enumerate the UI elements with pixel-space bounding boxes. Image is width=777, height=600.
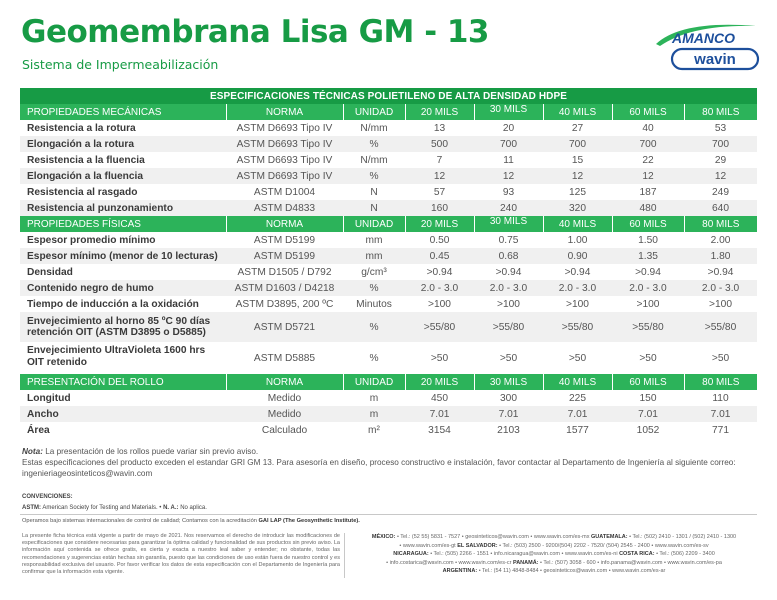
column-header: 60 MILS [612,374,684,390]
section-header-roll [20,374,757,390]
table-cell: 771 [712,424,730,436]
column-header: UNIDAD [343,216,405,232]
body-text: • Tel.: (52 55) 5831 - 7527 • geosinteticos@wavin.com • www.wavin.com/es-mx [396,534,590,540]
table-cell: 7.01 [612,406,684,422]
body-text: • www.wavin.com/es-gt [399,542,456,549]
engineering-email[interactable]: ingenieriageosinteticos@wavin.com [22,469,153,478]
table-cell: 700 [543,136,612,152]
property-name-cell: Resistencia al punzonamiento [20,200,226,216]
table-cell: N/mm [360,154,388,166]
body-text: American Society for Testing and Materials. • [42,505,162,511]
table-cell: >0.94 [495,266,522,278]
property-name-cell: Espesor mínimo (menor de 10 lecturas) [20,248,226,264]
table-cell: 2.00 [710,234,731,246]
body-text: • Tel.: (506) 2209 - 3400 [656,551,715,558]
table-row [20,406,757,422]
table-row [20,184,757,200]
property-name-cell: Envejecimiento UltraVioleta 1600 hrs OIT retenido [27,345,206,368]
label-text: N. A.: [163,505,179,511]
table-cell: 27 [571,122,584,134]
table-cell: 7.01 [543,406,612,422]
table-cell: >50 [499,352,518,364]
label-text: EL SALVADOR: [457,542,498,549]
label-text: GAI LAP (The Geosynthetic Institute). [258,518,360,524]
section-header-physical [20,216,757,232]
table-row [20,136,757,152]
table-cell: ASTM D1004 [253,186,316,198]
column-header: PRESENTACIÓN DEL ROLLO [20,374,226,390]
table-cell: 1.80 [684,248,757,264]
property-name-cell: Resistencia a la rotura [27,122,136,134]
table-cell: Medido [267,392,302,404]
table-cell: % [343,280,405,296]
table-row [20,200,757,216]
property-name-cell: Área [27,424,50,436]
logo-bottom-text: wavin [694,51,736,68]
body-text: Operamos bajo sistemas internacionales de control de calidad; Contamos con la acreditación [22,518,257,524]
table-row [20,422,757,438]
label-text: CONVENCIONES: [22,494,73,500]
label-text: NICARAGUA: [393,551,429,558]
table-cell: 12 [684,168,757,184]
property-name-cell: Envejecimiento al horno 85 ºC 90 días retención OIT (ASTM D3895 o D5885) [20,312,226,342]
table-cell: 57 [433,186,446,198]
table-cell: >0.94 [426,266,453,278]
table-cell: 500 [405,136,474,152]
conventions-block [22,492,207,514]
document-title: Geomembrana Lisa GM - 13 [21,14,490,50]
property-name-cell: Elongación a la fluencia [20,168,226,184]
property-name-cell: Densidad [27,266,73,278]
table-cell: 1577 [566,424,589,436]
table-cell: 22 [642,154,654,166]
table-cell: 700 [474,136,543,152]
table-row [20,168,757,184]
body-text: • info.costarica@wavin.com • www.wavin.com/es-cr [386,559,512,566]
label-text: ARGENTINA: [442,568,478,575]
column-header: 60 MILS [612,216,684,232]
property-name-cell: Ancho [20,406,226,422]
table-cell: >100 [497,298,520,310]
column-header: 40 MILS [543,374,612,390]
footer-vertical-divider [344,533,345,578]
property-name-cell: Longitud [27,392,71,404]
table-cell: 125 [569,186,586,198]
table-cell: >50 [711,352,730,364]
label-text: MÉXICO: [371,534,396,540]
document-subtitle: Sistema de Impermeabilización [22,57,219,72]
column-header: 30 MILS [474,104,543,120]
table-cell: 160 [405,200,474,216]
column-header: 30 MILS [474,216,543,232]
table-cell: 110 [712,392,729,404]
table-cell: 12 [612,168,684,184]
column-header: UNIDAD [343,104,405,120]
table-cell: % [369,352,379,364]
table-cell: 1.00 [567,234,588,246]
table-cell: 320 [543,200,612,216]
column-header: 30 MILS [474,374,543,390]
conventions-title [22,492,207,503]
table-cell: 11 [503,154,514,166]
table-cell: 12 [405,168,474,184]
contact-line [348,567,760,576]
body-text: • Tel.: (507) 3058 - 600 • info.panama@wavin.com • www.wavin.com/es-pa [540,559,722,566]
table-row [20,248,757,264]
quality-statement [22,518,360,524]
table-cell: N [370,186,378,198]
table-cell: >100 [636,298,660,310]
table-cell: 640 [684,200,757,216]
table-cell: ASTM D5721 [226,312,343,342]
table-cell: 0.45 [405,248,474,264]
table-cell: ASTM D5885 [253,352,316,364]
body-text: • Tel.: (502) 2410 - 1301 / (502) 2410 - 1300 [629,534,737,540]
table-cell: >55/80 [405,312,474,342]
table-cell: g/cm³ [361,266,387,278]
table-row [20,390,757,406]
logo-top-text: AMANCO [672,30,735,46]
table-cell: 240 [474,200,543,216]
table-cell: 1052 [636,424,660,436]
table-cell: 2.0 - 3.0 [474,280,543,296]
note-text: La presentación de los rollos puede variar sin previo aviso. [45,447,259,456]
table-cell: >0.94 [564,266,591,278]
table-cell: 0.75 [498,234,519,246]
column-header: NORMA [226,374,343,390]
column-header: PROPIEDADES FÍSICAS [20,216,226,232]
property-name-cell: Espesor promedio mínimo [27,234,156,246]
table-row [20,296,757,312]
table-banner: ESPECIFICACIONES TÉCNICAS POLIETILENO DE ALTA DENSIDAD HDPE [20,88,757,104]
table-cell: 3154 [428,424,451,436]
table-cell: >100 [428,298,451,310]
table-cell: ASTM D6693 Tipo IV [226,136,343,152]
table-cell: 249 [712,186,730,198]
country-contacts [348,533,760,576]
label-text: GUATEMALA: [591,534,628,540]
table-cell: ASTM D1505 / D792 [237,266,332,278]
amanco-wavin-logo [652,18,760,72]
body-text: • Tel.: (505) 2266 - 1551 • info.nicaragua@wavin.com • www.wavin.com/es-ni [430,551,618,558]
column-header: 60 MILS [612,104,684,120]
table-cell: 13 [433,122,446,134]
contact-line [348,550,760,559]
table-cell: 7 [436,154,443,166]
table-cell: >0.94 [635,266,661,278]
table-cell: 20 [502,122,515,134]
specifications-table [20,88,757,438]
table-cell: 300 [500,392,517,404]
table-row [20,152,757,168]
table-cell: N [343,200,405,216]
table-cell: % [343,168,405,184]
table-cell: 2.0 - 3.0 [684,280,757,296]
table-cell: 150 [639,392,657,404]
table-cell: 2103 [497,424,520,436]
contact-line [348,559,760,568]
column-header: PROPIEDADES MECÁNICAS [20,104,226,120]
table-cell: ASTM D4833 [226,200,343,216]
table-cell: 7.01 [474,406,543,422]
table-cell: 7.01 [684,406,757,422]
property-name-cell: Contenido negro de humo [20,280,226,296]
column-header: 20 MILS [405,216,474,232]
contact-line [348,542,760,551]
column-header: 20 MILS [405,374,474,390]
table-cell: % [343,136,405,152]
table-cell: 0.50 [429,234,450,246]
table-cell: ASTM D6693 Tipo IV [236,122,333,134]
table-cell: 225 [569,392,586,404]
table-cell: 700 [612,136,684,152]
table-cell: 29 [714,154,727,166]
contact-line [348,533,760,542]
column-header: NORMA [226,104,343,120]
table-row [20,264,757,280]
table-cell: N/mm [360,122,388,134]
column-header: NORMA [226,216,343,232]
table-cell: 1.50 [638,234,658,246]
body-text: • Tel.: (503) 2500 - 9200/(504) 2202 - 7520/ (504) 2545 - 2400 • www.wavin.com/es-sv [499,542,709,549]
body-text: No aplica. [180,505,207,511]
label-text: ASTM: [22,505,41,511]
table-cell: 0.90 [543,248,612,264]
table-cell: m² [368,424,380,436]
table-cell: 12 [543,168,612,184]
table-row [20,232,757,248]
table-row [20,120,757,136]
table-cell: 53 [714,122,727,134]
table-cell: Calculado [261,424,308,436]
conventions-text [22,503,207,514]
table-cell: Minutos [356,298,392,310]
table-cell: 1.35 [612,248,684,264]
note-label: Nota: [22,447,43,456]
property-name-cell: Resistencia al rasgado [27,186,138,198]
table-cell: 7.01 [405,406,474,422]
table-cell: 2.0 - 3.0 [543,280,612,296]
column-header: UNIDAD [343,374,405,390]
table-cell: 93 [502,186,515,198]
table-cell: mm [343,248,405,264]
table-row [20,342,757,374]
column-header: 40 MILS [543,216,612,232]
note-line [22,446,762,457]
table-cell: ASTM D3895, 200 ºC [235,298,334,310]
column-header: 80 MILS [684,216,757,232]
table-cell: 40 [642,122,654,134]
label-text: PANAMÁ: [512,559,539,566]
table-cell: Medido [226,406,343,422]
footer-divider [20,514,757,515]
column-header: 20 MILS [405,104,474,120]
table-cell: >55/80 [474,312,543,342]
note-spec-text: Estas especificaciones del producto exceden el estandar GRI GM 13. Para asesoría en diseño, proceso constructivo e instalación, favor contactar al Departamento de Ingeniería al siguiente correo: [22,458,736,467]
disclaimer-text: La presente ficha técnica está vigente a partir de mayo de 2021. Nos reservamos el derecho de introducir las modificaciones de especificaciones que considere necesarias para garantizar la óptima calidad y funcionalidad de sus productos sin previo aviso. La información aquí contenida se ofrece gratis, es cierta y exacta a nuestro leal saber y entender; no obstante, todas las recomendaciones y sugerencias están hechas sin garantía, puesto que las condiciones de uso están fuera de nuestro control y es responsabilidad exclusiva del usuario. Por favor verificar los datos de esta especificación con el Departamento de Ingeniería para confirmar que la información esta vigente. [22,533,340,576]
table-cell: ASTM D6693 Tipo IV [236,154,333,166]
table-cell: 2.0 - 3.0 [405,280,474,296]
property-name-cell: Tiempo de inducción a la oxidación [27,298,199,310]
table-cell: 0.68 [474,248,543,264]
table-row [20,280,757,296]
table-cell: >0.94 [707,266,734,278]
table-cell: 187 [639,186,657,198]
table-cell: >50 [430,352,449,364]
table-cell: ASTM D6693 Tipo IV [226,168,343,184]
property-name-cell: Resistencia a la fluencia [27,154,145,166]
label-text: COSTA RICA: [619,551,655,558]
table-cell: m [369,392,379,404]
table-cell: 12 [474,168,543,184]
property-name-cell: Elongación a la rotura [20,136,226,152]
table-cell: ASTM D1603 / D4218 [226,280,343,296]
table-cell: 15 [571,154,584,166]
column-header: 40 MILS [543,104,612,120]
table-cell: % [343,312,405,342]
notes-block [22,446,762,479]
body-text: • Tel.: (54 11) 4848-8484 • geosinteticos@wavin.com • www.wavin.com/es-ar [478,568,666,575]
table-cell: >55/80 [543,312,612,342]
table-cell: mm [365,234,383,246]
table-cell: >50 [639,352,657,364]
table-cell: >55/80 [684,312,757,342]
table-cell: 450 [431,392,448,404]
table-cell: m [343,406,405,422]
table-cell: 480 [612,200,684,216]
table-cell: ASTM D5199 [253,234,316,246]
table-row [20,312,757,342]
column-header: 80 MILS [684,374,757,390]
table-cell: >100 [709,298,732,310]
table-cell: >50 [568,352,587,364]
table-cell: 700 [684,136,757,152]
section-header-mechanical [20,104,757,120]
table-cell: >100 [566,298,589,310]
column-header: 80 MILS [684,104,757,120]
table-cell: 2.0 - 3.0 [612,280,684,296]
table-cell: >55/80 [612,312,684,342]
table-cell: ASTM D5199 [226,248,343,264]
